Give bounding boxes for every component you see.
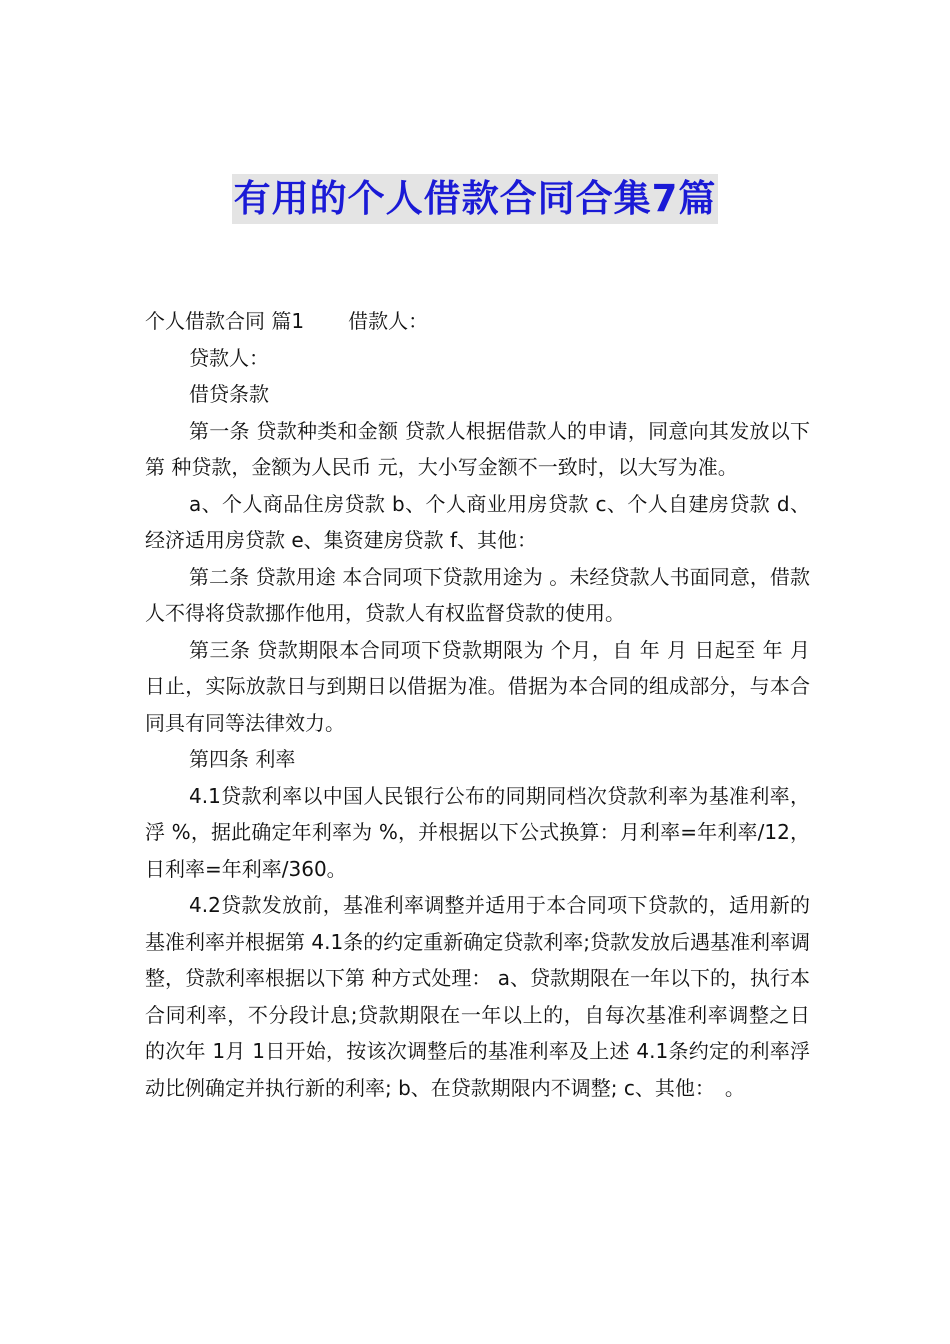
loan-types-paragraph: a、个人商品住房贷款 b、个人商业用房贷款 c、个人自建房贷款 d、经济适用房贷款 e、集资建房贷款 f、其他： [145, 491, 810, 552]
document-title: 有用的个人借款合同合集7篇 [232, 174, 719, 224]
article-1-paragraph: 第一条 贷款种类和金额 贷款人根据借款人的申请，同意向其发放以下第 种贷款，金额为人民币 元，大小写金额不一致时，以大写为准。 [145, 418, 810, 479]
borrower-label: 借款人： [348, 309, 429, 333]
loan-terms-heading: 借贷条款 [189, 382, 269, 406]
clause-4-1-paragraph: 4.1贷款利率以中国人民银行公布的同期同档次贷款利率为基准利率， 浮 %，据此确定年利率为 %，并根据以下公式换算：月利率=年利率/12，日利率=年利率/360。 [145, 783, 810, 881]
section-heading: 个人借款合同 篇1 [145, 309, 305, 333]
clause-4-2-paragraph: 4.2贷款发放前，基准利率调整并适用于本合同项下贷款的，适用新的基准利率并根据第 4.1条的约定重新确定贷款利率;贷款发放后遇基准利率调整，贷款利率根据以下第 种方式处理： a、贷款期限在一年以下的，执行本合同利率，不分段计息;贷款期限在一年以上的，自每次基准利率调整之日的次年 1月 1日开始，按该次调整后的基准利率及上述 4.1条约定的利率浮动比例确定并执行新的利率; b、在贷款期限内不调整; c、其他： 。 [145, 893, 810, 1100]
article-3-paragraph: 第三条 贷款期限本合同项下贷款期限为 个月，自 年 月 日起至 年 月 日止，实际放款日与到期日以借据为准。借据为本合同的组成部分，与本合同具有同等法律效力。 [145, 637, 810, 735]
article-4-heading: 第四条 利率 [189, 747, 296, 771]
title-container [0, 174, 950, 224]
lender-label: 贷款人： [189, 345, 269, 370]
paragraph-heading-line [145, 303, 810, 340]
document-body [145, 303, 810, 1106]
article-2-paragraph: 第二条 贷款用途 本合同项下贷款用途为 。未经贷款人书面同意，借款人不得将贷款挪作他用，贷款人有权监督贷款的使用。 [145, 564, 810, 625]
